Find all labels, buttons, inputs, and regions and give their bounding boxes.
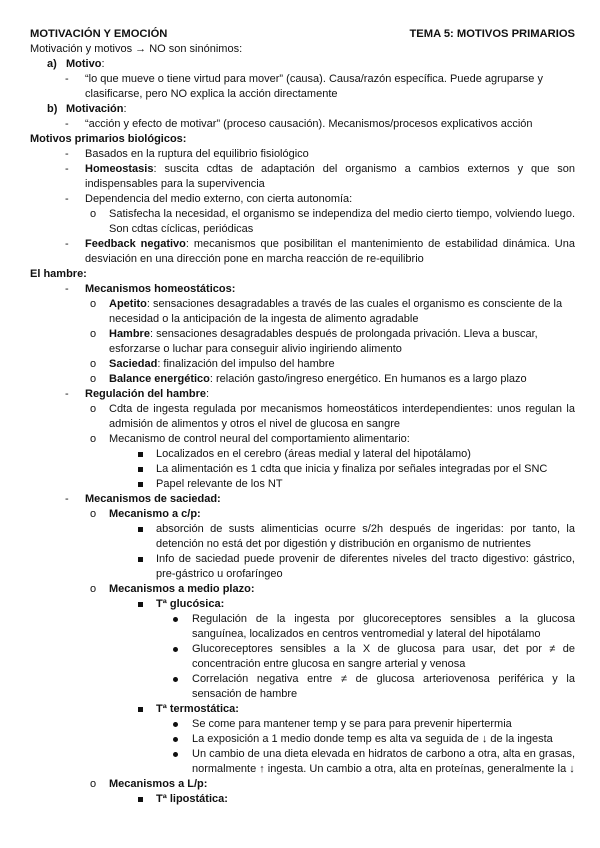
square-bullet-icon — [138, 602, 143, 607]
topic-title: TEMA 5: MOTIVOS PRIMARIOS — [409, 28, 575, 40]
list-item: - Feedback negativo: mecanismos que posibilitan el mantenimiento de estabilidad dinámica. Una desviación en una dirección pone en marcha reacción de re-equilibrio — [65, 238, 575, 265]
list-item: absorción de susts alimenticias ocurre s/2h después de ingeridas: por tanto, la detención no está det por digestión y distribución en organismo de nutrientes — [30, 522, 575, 552]
list-item: Se come para mantener temp y se para para prevenir hipertermia — [30, 717, 575, 732]
square-bullet-icon — [138, 482, 143, 487]
list-item: Correlación negativa entre ≠ de glucosa arteriovenosa periférica y la sensación de hambre — [30, 672, 575, 702]
list-item: o Satisfecha la necesidad, el organismo se independiza del medio cierto tiempo, volviendo luego. Son cdtas cíclicas, periódicas — [90, 208, 575, 235]
list-item: Papel relevante de los NT — [30, 477, 575, 492]
list-item: o Balance energético: relación gasto/ingreso energético. En humanos es a largo plazo — [90, 373, 527, 385]
list-item: Regulación de la ingesta por glucoreceptores sensibles a la glucosa sanguínea, localizados en centros ventromedial y lateral del hipotálamo — [30, 612, 575, 642]
square-bullet-icon — [138, 467, 143, 472]
page-header — [30, 27, 575, 42]
course-title: MOTIVACIÓN Y EMOCIÓN — [30, 28, 168, 40]
list-item: Glucoreceptores sensibles a la X de glucosa para usar, det por ≠ de concentración entre glucosa en sangre arterial y venosa — [30, 642, 575, 672]
list-item: Un cambio de una dieta elevada en hidratos de carbono a otra, alta en grasas, normalmente ↑ ingesta. Un cambio a otra, alta en proteínas, generalmente la ↓ — [30, 747, 575, 777]
list-item: o Mecanismo a c/p: — [90, 508, 201, 520]
round-bullet-icon — [173, 647, 178, 652]
list-item: o Saciedad: finalización del impulso del hambre — [90, 358, 335, 370]
list-item: Info de saciedad puede provenir de diferentes niveles del tracto digestivo: gástrico, pre-gástrico u orofaríngeo — [30, 552, 575, 582]
section-heading-motivos: Motivos primarios biológicos: — [30, 133, 187, 145]
list-item: - Dependencia del medio externo, con cierta autonomía: — [65, 193, 353, 205]
round-bullet-icon — [173, 752, 178, 757]
round-bullet-icon — [173, 617, 178, 622]
document-page — [30, 27, 575, 807]
list-item: - “acción y efecto de motivar” (proceso causación). Mecanismos/procesos explicativos acción — [65, 118, 533, 130]
list-item: La exposición a 1 medio donde temp es alta va seguida de ↓ de la ingesta — [30, 732, 575, 747]
list-item-motivo: a) Motivo: — [47, 58, 105, 70]
square-bullet-icon — [138, 452, 143, 457]
square-bullet-icon — [138, 527, 143, 532]
list-item: La alimentación es 1 cdta que inicia y finaliza por señales integradas por el SNC — [30, 462, 575, 477]
square-bullet-icon — [138, 557, 143, 562]
round-bullet-icon — [173, 737, 178, 742]
list-item: o Mecanismos a L/p: — [90, 778, 208, 790]
list-item: Localizados en el cerebro (áreas medial y lateral del hipotálamo) — [30, 447, 575, 462]
list-item: o Mecanismo de control neural del comportamiento alimentario: — [90, 433, 410, 445]
intro-line: Motivación y motivos → NO son sinónimos: — [30, 43, 243, 55]
list-item: - Homeostasis: suscita cdtas de adaptación del organismo a cambios externos y que son indispensables para la supervivencia — [65, 163, 575, 190]
round-bullet-icon — [173, 677, 178, 682]
list-item: o Mecanismos a medio plazo: — [90, 583, 255, 595]
square-bullet-icon — [138, 797, 143, 802]
list-item: - “lo que mueve o tiene virtud para mover” (causa). Causa/razón específica. Puede agruparse y clasificarse, pero NO explica la acción directamente — [65, 73, 543, 100]
list-item: Tª lipostática: — [30, 792, 575, 807]
list-item: o Cdta de ingesta regulada por mecanismos homeostáticos interdependientes: unos regulan la admisión de alimentos y otros el nivel de glucosa en sangre — [90, 403, 575, 430]
square-bullet-icon — [138, 707, 143, 712]
list-item: - Regulación del hambre: — [65, 388, 210, 400]
list-item: Tª termostática: — [30, 702, 575, 717]
list-item: - Mecanismos de saciedad: — [65, 493, 221, 505]
list-item: o Apetito: sensaciones desagradables a través de las cuales el organismo es consciente de la necesidad o la anticipación de la ingesta de alimento agradable — [90, 298, 563, 325]
list-item: o Hambre: sensaciones desagradables después de prolongada privación. Lleva a buscar, esforzarse o luchar para conseguir alivio ingiriendo alimento — [90, 328, 538, 355]
section-heading-hambre: El hambre: — [30, 268, 87, 280]
list-item: - Basados en la ruptura del equilibrio fisiológico — [65, 148, 309, 160]
round-bullet-icon — [173, 722, 178, 727]
list-item: Tª glucósica: — [30, 597, 575, 612]
list-item: - Mecanismos homeostáticos: — [65, 283, 236, 295]
list-item-motivacion: b) Motivación: — [47, 103, 127, 115]
